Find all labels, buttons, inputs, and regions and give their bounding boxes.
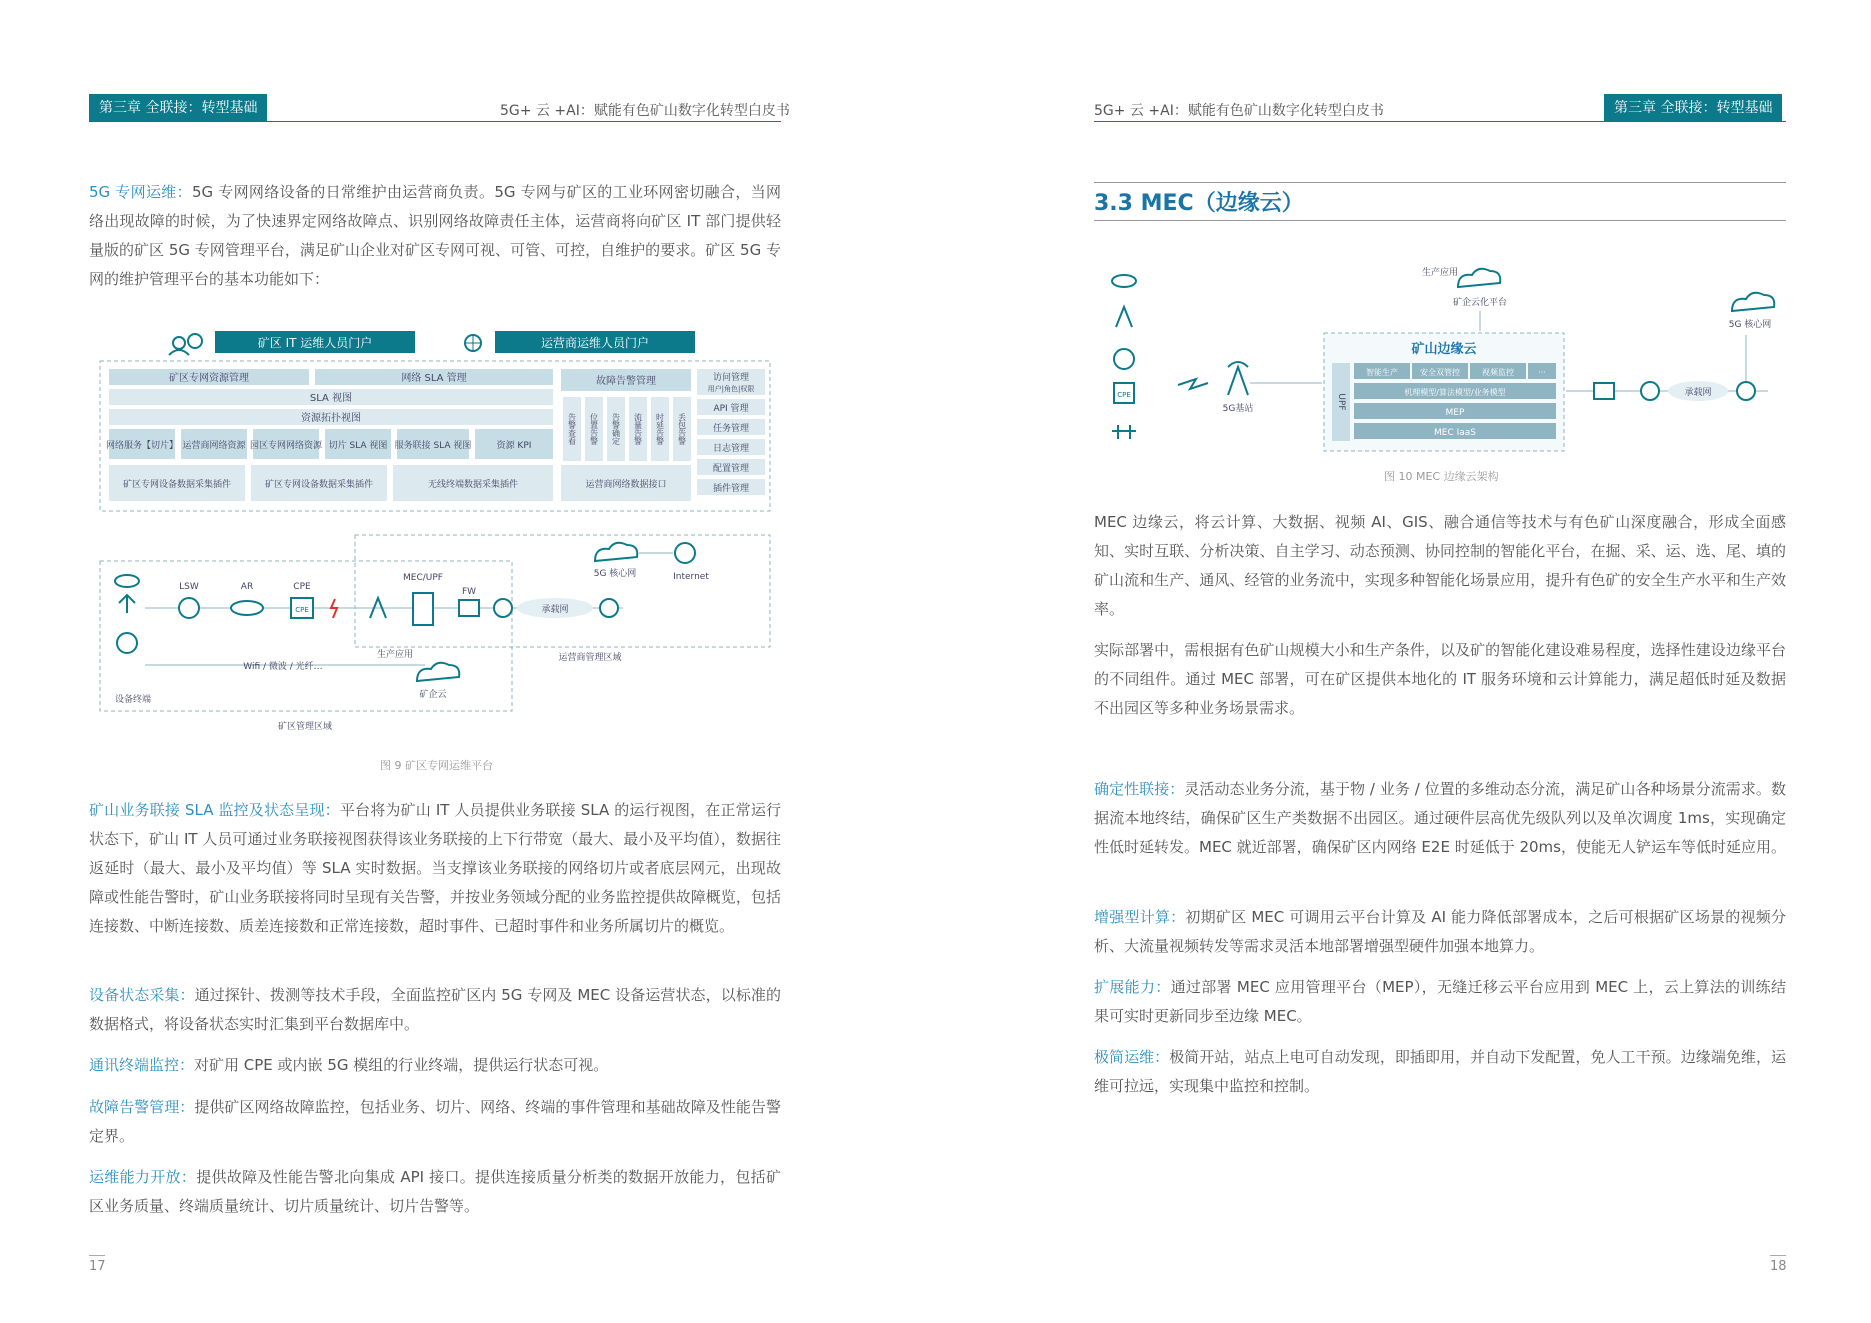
body-paragraph: MEC 边缘云，将云计算、大数据、视频 AI、GIS、融合通信等技术与有色矿山深度融合，形成全面感知、实时互联、分析决策、自主学习、动态预测、协同控制的智能化平台，在掘、采、运、选、尾、填的矿山流和生产、通风、经管的业务流中，实现多种智能化场景应用，提升有色矿的安全生产水平和生产效率。 (1094, 513, 1786, 618)
view-label: 切片 SLA 视图 (328, 441, 388, 451)
body-paragraph: 实际部署中，需根据有色矿山规模大小和生产条件，以及矿的智能化建设难易程度，选择性建设边缘平台的不同组件。通过 MEC 部署，可在矿区提供本地化的 IT 服务环境和云计算能力，满足超低时延及数据不出园区等多种业务场景需求。 (1094, 641, 1786, 717)
fault-col-label: 时延告警 (655, 413, 665, 445)
router-icon (494, 599, 512, 617)
body-paragraph (1094, 775, 1786, 862)
right-item-label: API 管理 (713, 404, 749, 414)
paragraph-text: 对矿用 CPE 或内嵌 5G 模组的行业终端，提供运行状态可视。 (194, 1056, 609, 1074)
mine-cloud-label: 矿企云 (419, 690, 447, 700)
body-paragraph (1094, 973, 1786, 1031)
fw-label: FW (461, 587, 477, 597)
edge-title: 矿山边缘云 (1411, 342, 1477, 357)
app-label: 视频监控 (1482, 368, 1514, 377)
cloud-platform-label: 矿企云化平台 (1452, 298, 1508, 308)
paragraph-lead: 扩展能力： (1094, 978, 1171, 996)
prod-app-label: 生产应用 (376, 650, 414, 660)
paragraph-text: 提供矿区网络故障监控，包括业务、切片、网络、终端的事件管理和基础故障及性能告警定界。 (89, 1098, 781, 1145)
body-paragraph (89, 1093, 781, 1151)
firewall-icon (459, 600, 479, 616)
op-area-label: 运营商管理区域 (558, 653, 622, 663)
right-item-label: 日志管理 (712, 444, 750, 454)
app-label: ··· (1538, 368, 1546, 377)
section-heading: 3.3 MEC（边缘云） (1094, 191, 1304, 216)
fault-col-label: 位置告警 (589, 413, 599, 445)
op-interface-label: 运营商网络数据接口 (585, 480, 667, 490)
operator-zone-frame (355, 535, 770, 647)
mec-upf-label: MEC/UPF (403, 573, 443, 583)
right-item-label: 配置管理 (712, 464, 750, 474)
iaas-label: MEC IaaS (1434, 428, 1476, 438)
section-rule-top (1094, 182, 1786, 183)
header-doc-title: 5G+ 云 +AI：赋能有色矿山数字化转型白皮书 (500, 103, 790, 119)
device-icons (115, 575, 139, 653)
terminal-icons (1112, 275, 1136, 439)
base-station-icon (1228, 362, 1248, 395)
paragraph-text: 灵活动态业务分流，基于物 / 业务 / 位置的多维动态分流，满足矿山各种场景分流需求。数据流本地终结，确保矿区生产类数据不出园区。通过硬件层高优先级队列以及单次调度 1ms，实现确定性低时延转发。MEC 就近部署，确保矿区内网络 E2E 时延低于 20ms，使能无人铲运车等低时延应用。 (1094, 780, 1786, 856)
mep-label: MEP (1445, 408, 1465, 418)
cpe-label: CPE (293, 582, 311, 592)
page-number: 18 (1770, 1259, 1787, 1274)
page-number-rule (89, 1255, 105, 1256)
body-paragraph (1094, 1043, 1786, 1101)
paragraph-text: 平台将为矿山 IT 人员提供业务联接 SLA 的运行视图，在正常运行状态下，矿山 IT 人员可通过业务联接视图获得该业务联接的上下行带宽（最大、最小及平均值），数据往返延时（最大、最小及平均值）等 SLA 实时数据。当支撑该业务联接的网络切片或者底层网元，出现故障或性能告警时，矿山业务联接将同时呈现有关告警，并按业务领域分配的业务监控提供故障概览，包括连接数、中断连接数、质差连接数和正常连接数，超时事件、已超时事件和业务所属切片的概览。 (89, 801, 781, 935)
intro-text: 5G 专网网络设备的日常维护由运营商负责。5G 专网与矿区的工业环网密切融合，当网络出现故障的时候，为了快速界定网络故障点、识别网络故障责任主体，运营商将向矿区 IT 部门提供轻量版的矿区 5G 专网管理平台，满足矿山企业对矿区专网可视、可管、可控，自维护的要求。矿区 5G 专网的维护管理平台的基本功能如下： (89, 183, 782, 288)
view-label: 资源 KPI (496, 441, 532, 451)
ar-label: AR (240, 582, 254, 592)
wireless-bolt-icon (331, 599, 337, 618)
mine-area-label: 矿区管理区域 (277, 722, 333, 732)
wireless-icon (1178, 379, 1208, 389)
core-label: 5G 核心网 (593, 569, 637, 579)
page-number-rule (1770, 1255, 1786, 1256)
figure-caption: 图 10 MEC 边缘云架构 (1384, 470, 1499, 483)
right-item-label: 任务管理 (712, 424, 750, 434)
ar-icon (231, 601, 263, 615)
core-cloud-icon (1732, 293, 1774, 311)
paragraph-text: 通过部署 MEC 应用管理平台（MEP），无缝迁移云平台应用到 MEC 上，云上算法的训练结果可实时更新同步至边缘 MEC。 (1094, 978, 1786, 1025)
bearer-label: 承载网 (541, 605, 569, 615)
paragraph-text: 初期矿区 MEC 可调用云平台计算及 AI 能力降低部署成本，之后可根据矿区场景的视频分析、大流量视频转发等需求灵活本地部署增强型硬件加强本地算力。 (1094, 908, 1786, 955)
right-item-label: 插件管理 (712, 484, 750, 494)
body-paragraph (1094, 903, 1786, 961)
firewall-icon (1594, 383, 1614, 399)
chapter-chip: 第三章 全联接：转型基础 (1604, 94, 1782, 122)
bearer-label: 承载网 (1684, 388, 1712, 398)
view-label: 服务联接 SLA 视图 (394, 441, 472, 451)
it-portal-icon (169, 334, 202, 355)
base-station-label: 5G基站 (1222, 404, 1254, 414)
fault-col-label: 丢包告警 (677, 413, 687, 445)
chapter-chip: 第三章 全联接：转型基础 (89, 94, 267, 122)
body-paragraph (89, 981, 781, 1039)
cpe-icon-label: CPE (295, 606, 309, 614)
fault-columns (563, 397, 691, 461)
body-paragraph (89, 1051, 781, 1080)
portal-it-label: 矿区 IT 运维人员门户 (257, 336, 373, 350)
paragraph-lead: 设备状态采集： (89, 986, 195, 1004)
figure-caption: 图 9 矿区专网运维平台 (380, 759, 493, 772)
view-label: 网络服务【切片】 (105, 441, 179, 451)
paragraph-lead: 极简运维： (1094, 1048, 1170, 1066)
paragraph-lead: 运维能力开放： (89, 1168, 197, 1186)
fault-col-label: 流量告警 (633, 413, 643, 445)
paragraph-text: 提供故障及性能告警北向集成 API 接口。提供连接质量分析类的数据开放能力，包括矿区业务质量、终端质量统计、切片质量统计、切片告警等。 (89, 1168, 781, 1215)
lsw-icon (179, 598, 199, 618)
view-label: 园区专网网络资源 (249, 441, 323, 451)
router-icon (1641, 382, 1659, 400)
fault-col-label: 告警查看 (567, 413, 577, 445)
mec-edge-cloud-diagram (1100, 255, 1790, 465)
collector-label: 无线终端数据采集插件 (427, 480, 519, 490)
prod-app-label: 生产应用 (1421, 268, 1459, 278)
paragraph-lead: 矿山业务联接 SLA 监控及状态呈现： (89, 801, 340, 819)
view-label: 运营商网络资源 (182, 441, 246, 451)
paragraph-text: 极简开站，站点上电可自动发现，即插即用，并自动下发配置，免人工干预。边缘端免维，运维可拉远，实现集中监控和控制。 (1094, 1048, 1786, 1095)
router-icon (1737, 382, 1755, 400)
wifi-label: Wifi / 微波 / 光纤… (243, 662, 323, 672)
cloud-platform-icon (1458, 269, 1500, 287)
section-rule-bottom (1094, 220, 1786, 221)
mine-network-ops-diagram (95, 325, 780, 745)
operator-portal-icon (465, 335, 481, 351)
upf-label: UPF (1336, 393, 1346, 411)
topo-view-label: 资源拓扑视图 (301, 413, 361, 424)
paragraph-lead: 确定性联接： (1094, 780, 1185, 798)
paragraph-lead: 通讯终端监控： (89, 1056, 195, 1074)
mec-upf-icon (413, 593, 433, 625)
models-label: 机理模型/算法模型/业务模型 (1404, 388, 1506, 397)
core-label: 5G 核心网 (1728, 320, 1772, 330)
body-paragraph (89, 1163, 781, 1221)
cpe-icon-label: CPE (1117, 391, 1131, 399)
app-label: 安全双管控 (1420, 368, 1460, 377)
header-doc-title: 5G+ 云 +AI：赋能有色矿山数字化转型白皮书 (1094, 103, 1384, 119)
internet-globe-icon (675, 543, 695, 563)
header-rule (1094, 121, 1786, 122)
lsw-label: LSW (179, 582, 199, 592)
header-rule (89, 121, 781, 122)
fault-mgmt-label: 故障告警管理 (596, 376, 656, 387)
fault-col-label: 告警确定 (611, 413, 621, 445)
res-mgmt-label: 矿区专网资源管理 (169, 373, 249, 384)
devices-label: 设备终端 (114, 695, 152, 705)
router-icon (600, 599, 618, 617)
net-sla-label: 网络 SLA 管理 (401, 373, 467, 384)
intro-lead: 5G 专网运维： (89, 183, 192, 201)
right-item-label: 访问管理 (712, 373, 750, 383)
right-item-sublabel: 用户|角色|权限 (707, 385, 755, 393)
portal-op-label: 运营商运维人员门户 (540, 336, 650, 350)
paragraph-lead: 故障告警管理： (89, 1098, 195, 1116)
intro-paragraph (89, 178, 781, 294)
paragraph-text: 通过探针、拨测等技术手段，全面监控矿区内 5G 专网及 MEC 设备运营状态，以标准的数据格式，将设备状态实时汇集到平台数据库中。 (89, 986, 781, 1033)
paragraph-lead: 增强型计算： (1094, 908, 1186, 926)
app-label: 智能生产 (1366, 368, 1398, 377)
collector-label: 矿区专网设备数据采集插件 (264, 480, 374, 490)
page-number: 17 (89, 1259, 106, 1274)
sla-view-label: SLA 视图 (309, 393, 353, 404)
internet-label: Internet (673, 572, 709, 582)
collector-label: 矿区专网设备数据采集插件 (122, 480, 232, 490)
core-cloud-icon (595, 543, 637, 561)
body-paragraph (89, 796, 781, 941)
